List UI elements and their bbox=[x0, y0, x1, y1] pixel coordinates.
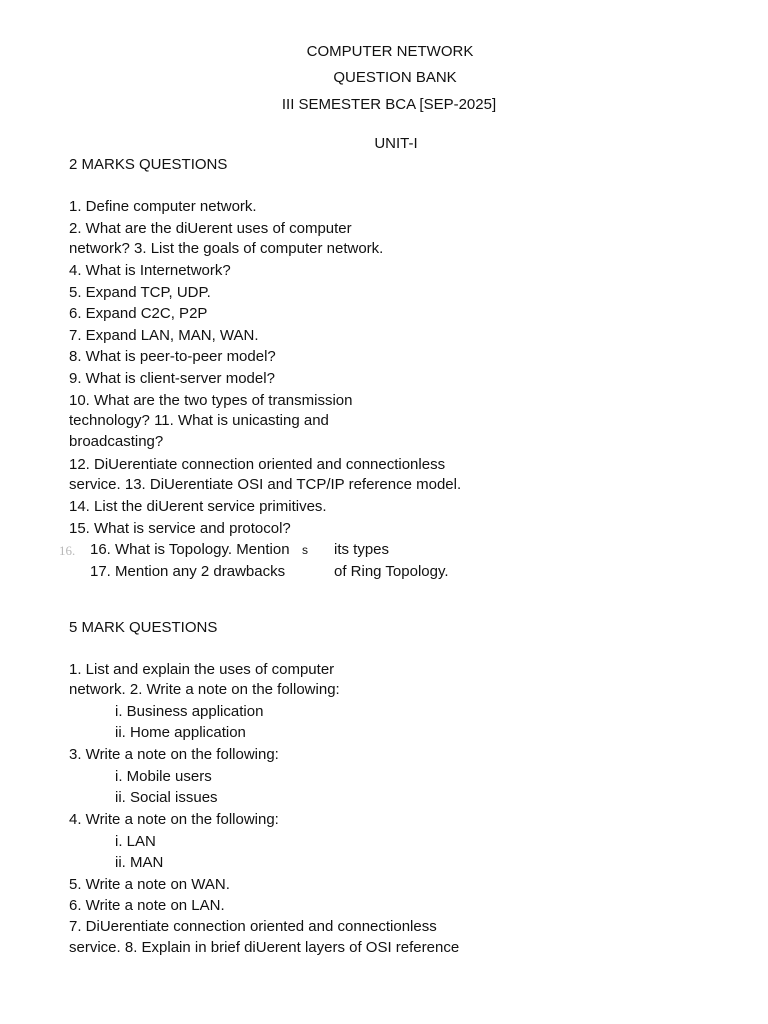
question-line: 6. Write a note on LAN. bbox=[69, 897, 225, 914]
sub-item: ii. Home application bbox=[115, 724, 246, 741]
question-line: 4. What is Internetwork? bbox=[69, 262, 231, 279]
question-line: 12. DiUerentiate connection oriented and connectionless bbox=[69, 456, 446, 473]
question-line: 5. Expand TCP, UDP. bbox=[69, 284, 211, 301]
question-line: 2. What are the diUerent uses of computer bbox=[69, 220, 352, 237]
question-line: 7. Expand LAN, MAN, WAN. bbox=[69, 327, 259, 344]
question-line: 17. Mention any 2 drawbacks bbox=[90, 563, 286, 580]
section-heading-2-marks: 2 MARKS QUESTIONS bbox=[69, 156, 228, 173]
question-line: 16. What is Topology. Mention bbox=[90, 541, 290, 558]
question-line: 1. List and explain the uses of computer bbox=[69, 661, 335, 678]
stray-glyph: s bbox=[302, 543, 308, 557]
question-line: 15. What is service and protocol? bbox=[69, 520, 291, 537]
question-line: broadcasting? bbox=[69, 433, 164, 450]
sub-item: ii. Social issues bbox=[115, 789, 218, 806]
unit-heading: UNIT-I bbox=[374, 135, 418, 152]
question-line: 4. Write a note on the following: bbox=[69, 811, 279, 828]
section-heading-5-marks: 5 MARK QUESTIONS bbox=[69, 619, 218, 636]
question-line: 14. List the diUerent service primitives. bbox=[69, 498, 327, 515]
question-line: 5. Write a note on WAN. bbox=[69, 876, 230, 893]
document-title: COMPUTER NETWORK bbox=[306, 43, 474, 60]
sub-item: i. LAN bbox=[115, 833, 156, 850]
semester-line: III SEMESTER BCA [SEP-2025] bbox=[281, 96, 497, 113]
question-line-tail: of Ring Topology. bbox=[334, 563, 449, 580]
question-line: 3. Write a note on the following: bbox=[69, 746, 279, 763]
question-line: 8. What is peer-to-peer model? bbox=[69, 348, 276, 365]
question-line: technology? 11. What is unicasting and bbox=[69, 412, 329, 429]
sub-item: ii. MAN bbox=[115, 854, 164, 871]
question-line: network? 3. List the goals of computer network. bbox=[69, 240, 384, 257]
question-line: 6. Expand C2C, P2P bbox=[69, 305, 208, 322]
question-line-tail: its types bbox=[334, 541, 390, 558]
list-number-ghost: 16. bbox=[59, 543, 76, 558]
document-subtitle: QUESTION BANK bbox=[333, 69, 457, 86]
sub-item: i. Business application bbox=[115, 703, 264, 720]
question-line: 1. Define computer network. bbox=[69, 198, 257, 215]
question-line: service. 8. Explain in brief diUerent layers of OSI reference bbox=[69, 939, 460, 956]
question-line: service. 13. DiUerentiate OSI and TCP/IP reference model. bbox=[69, 476, 462, 493]
question-line: 9. What is client-server model? bbox=[69, 370, 275, 387]
sub-item: i. Mobile users bbox=[115, 768, 212, 785]
question-line: network. 2. Write a note on the following: bbox=[69, 681, 340, 698]
question-line: 7. DiUerentiate connection oriented and connectionless bbox=[69, 918, 437, 935]
question-line: 10. What are the two types of transmission bbox=[69, 392, 353, 409]
